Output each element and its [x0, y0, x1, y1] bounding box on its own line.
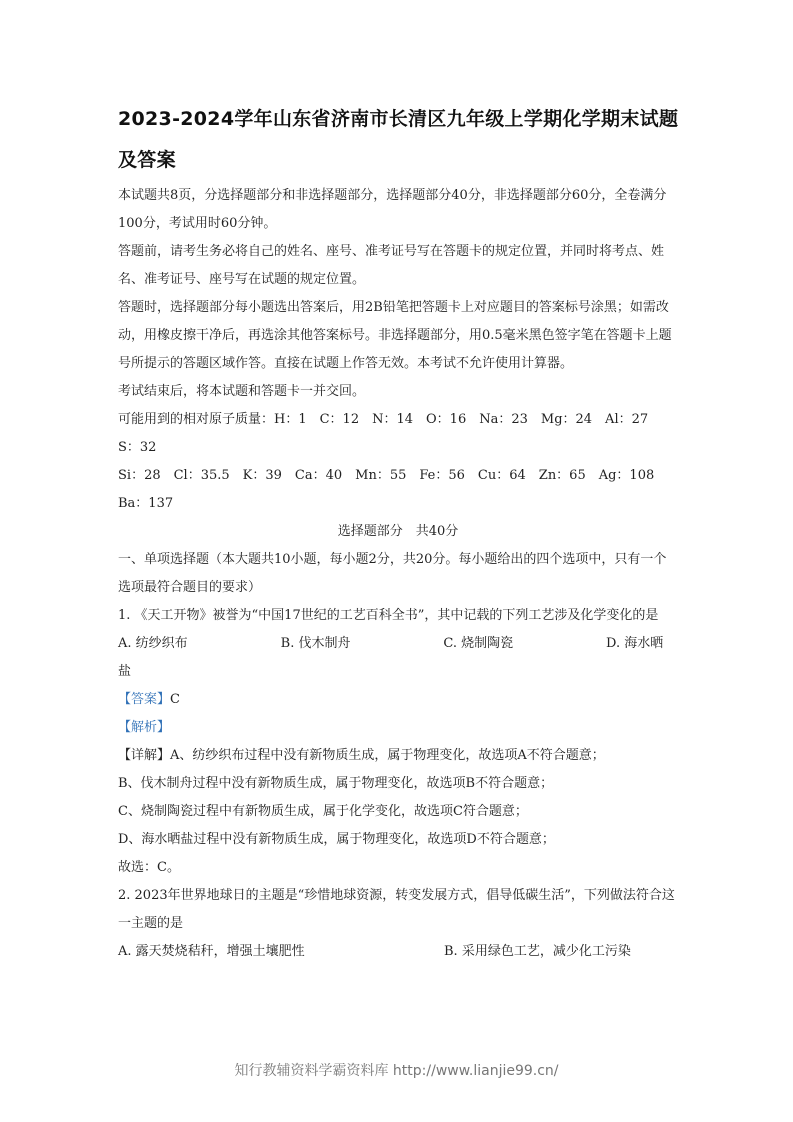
- option-a: A. 露天焚烧秸秆，增强土壤肥性: [118, 944, 305, 959]
- intro-paragraph: 考试结束后，将本试题和答题卡一并交回。: [118, 384, 366, 399]
- intro-paragraph: 答题前，请考生务必将自己的姓名、座号、准考证号写在答题卡的规定位置，并同时将考点、姓名、准考证号、座号写在试题的规定位置。: [118, 244, 665, 287]
- detail-line: 故选：C。: [118, 860, 180, 875]
- answer-value: C: [170, 692, 180, 707]
- analysis-line: [118, 714, 678, 742]
- option-b: B. 伐木制舟: [280, 636, 351, 651]
- footer-watermark: 知行教辅资料学霸资料库 http://www.lianjie99.cn/: [234, 1063, 559, 1079]
- option-c: C. 烧制陶瓷: [443, 636, 514, 651]
- answer-line: [118, 686, 678, 714]
- question-1-options: [118, 630, 678, 658]
- option-d-wrap: 盐: [118, 664, 132, 679]
- answer-tag: 【答案】: [118, 692, 171, 707]
- detail-line: D、海水晒盐过程中没有新物质生成，属于物理变化，故选项D不符合题意；: [118, 832, 555, 847]
- option-d: D. 海水晒: [606, 636, 664, 651]
- detail-text: A、纺纱织布过程中没有新物质生成，属于物理变化，故选项A不符合题意；: [170, 748, 605, 763]
- intro-paragraph: 本试题共8页，分选择题部分和非选择题部分，选择题部分40分，非选择题部分60分，全卷满分100分，考试用时60分钟。: [118, 188, 667, 231]
- atomic-mass-line: 可能用到的相对原子质量：H：1 C：12 N：14 O：16 Na：23 Mg：24 Al：27 S：32: [118, 412, 662, 455]
- document-body: [118, 182, 678, 966]
- detail-line: [118, 742, 678, 770]
- option-a: A. 纺纱织布: [118, 636, 188, 651]
- detail-line: C、烧制陶瓷过程中有新物质生成，属于化学变化，故选项C符合题意；: [118, 804, 528, 819]
- section-title: 选择题部分 共40分: [337, 524, 459, 539]
- intro-paragraph: 答题时，选择题部分每小题选出答案后，用2B铅笔把答题卡上对应题目的答案标号涂黑；如需改动，用橡皮擦干净后，再选涂其他答案标号。非选择题部分，用0.5毫米黑色签字笔在答题卡上题号所提示的答题区域作答。直接在试题上作答无效。本考试不允许使用计算器。: [118, 300, 672, 371]
- analysis-tag: 【解析】: [118, 720, 171, 735]
- question-2-options: [118, 938, 678, 966]
- option-b: B. 采用绿色工艺，减少化工污染: [444, 944, 631, 959]
- question-1-stem: 1. 《天工开物》被誉为“中国17世纪的工艺百科全书”，其中记载的下列工艺涉及化学变化的是: [118, 608, 659, 623]
- atomic-mass-line: Si：28 Cl：35.5 K：39 Ca：40 Mn：55 Fe：56 Cu：64 Zn：65 Ag：108 Ba：137: [118, 468, 668, 511]
- detail-tag: 【详解】: [118, 748, 171, 763]
- detail-line: B、伐木制舟过程中没有新物质生成，属于物理变化，故选项B不符合题意；: [118, 776, 554, 791]
- document-title: 2023-2024学年山东省济南市长清区九年级上学期化学期末试题及答案: [118, 108, 679, 171]
- part-one-heading: 一、单项选择题（本大题共10小题，每小题2分，共20分。每小题给出的四个选项中，只有一个选项最符合题目的要求）: [118, 552, 667, 595]
- question-2-stem: 2. 2023年世界地球日的主题是“珍惜地球资源，转变发展方式，倡导低碳生活”，下列做法符合这一主题的是: [118, 888, 675, 931]
